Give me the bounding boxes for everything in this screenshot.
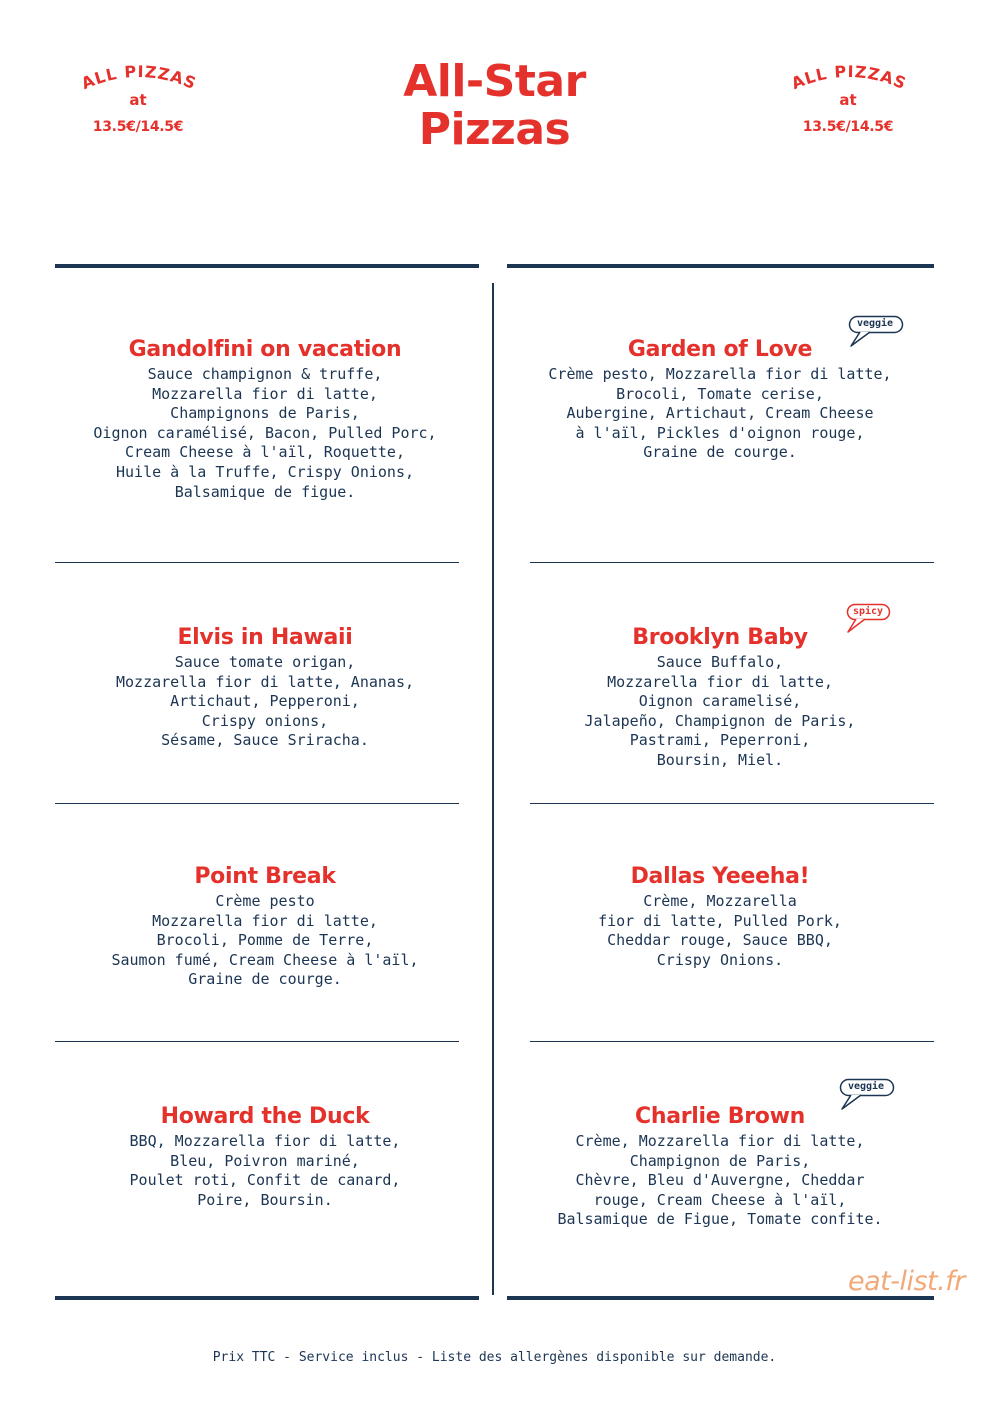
ingredient-line: Balsamique de figue. [174,482,356,501]
footer-note: Prix TTC - Service inclus - Liste des allergènes disponible sur demande. [212,1350,777,1365]
pizza-ingredients [500,653,940,771]
ingredient-line: Cheddar rouge, Sauce BBQ, [607,931,833,950]
ingredient-line: à l'aïl, Pickles d'oignon rouge, [575,423,865,442]
top-rule-left [55,264,479,268]
ingredient-line: Graine de courge. [188,970,342,989]
pizza-card-point-break [45,864,485,990]
badge-arc-label: ALL PIZZAS [788,61,910,94]
divider [55,803,459,804]
divider [530,1041,934,1042]
pizza-ingredients [500,1132,940,1230]
pizza-card-charlie-brown [500,1104,940,1230]
ingredient-line: Crème, Mozzarella [643,892,797,910]
pizza-ingredients [500,892,940,970]
ingredient-line: Sésame, Sauce Sriracha. [161,731,369,750]
ingredient-line: Brocoli, Pomme de Terre, [156,931,374,950]
ingredient-line: Champignons de Paris, [170,404,360,423]
ingredient-line: Pastrami, Peperroni, [629,731,811,750]
ingredient-line: BBQ, Mozzarella fior di latte, [129,1132,401,1150]
ingredient-line: Poulet roti, Confit de canard, [129,1171,401,1190]
pizza-name: Howard the Duck [160,1104,370,1129]
pizza-name: Brooklyn Baby [632,625,808,650]
divider [530,562,934,563]
ingredient-line: Boursin, Miel. [656,750,784,769]
pizza-card-gandolfini [45,337,485,502]
badge-arc-label: ALL PIZZAS [78,61,200,94]
price-badge-left [48,55,228,165]
tag-label: veggie [847,1081,885,1092]
pizza-name: Point Break [194,864,336,889]
pizza-name: Elvis in Hawaii [177,625,353,650]
ingredient-line: Crème, Mozzarella fior di latte, [575,1132,865,1150]
ingredient-line: Oignon caramélisé, Bacon, Pulled Porc, [93,423,437,442]
ingredient-line: Mozzarella fior di latte, [152,911,378,930]
ingredient-line: Poire, Boursin. [197,1190,333,1209]
svg-text:ALL PIZZAS [789,62,910,93]
ingredient-line: fior di latte, Pulled Pork, [598,911,842,930]
divider [55,562,459,563]
watermark-logo: eat-list.fr [848,1266,965,1297]
ingredient-line: Oignon caramelisé, [638,692,802,711]
ingredient-line: Graine de courge. [643,443,797,462]
ingredient-line: Crème pesto, Mozzarella fior di latte, [548,365,892,383]
badge-price: 13.5€/14.5€ [92,119,184,135]
ingredient-line: Champignon de Paris, [629,1151,811,1170]
ingredient-line: Crème pesto [215,892,315,910]
svg-text:ALL PIZZAS [79,62,200,93]
ingredient-line: Sauce tomate origan, [174,653,356,671]
ingredient-line: Mozzarella fior di latte, [152,384,378,403]
ingredient-line: Bleu, Poivron mariné, [170,1151,360,1170]
top-rule-right [507,264,934,268]
divider [530,803,934,804]
ingredient-line: Cream Cheese à l'aïl, Roquette, [125,443,405,462]
pizza-card-dallas-yeeeha [500,864,940,970]
pizza-card-brooklyn-baby [500,625,940,771]
bottom-rule-left [55,1296,479,1300]
tag-label: spicy [852,606,884,617]
pizza-ingredients [45,365,485,502]
ingredient-line: Mozzarella fior di latte, Ananas, [115,672,414,691]
pizza-card-howard-the-duck [45,1104,485,1210]
ingredient-line: Sauce Buffalo, [656,653,784,671]
ingredient-line: Brocoli, Tomate cerise, [616,384,824,403]
ingredient-line: Saumon fumé, Cream Cheese à l'aïl, [111,950,419,969]
column-divider [492,283,494,1295]
ingredient-line: Chèvre, Bleu d'Auvergne, Cheddar [575,1171,865,1190]
ingredient-line: Balsamique de Figue, Tomate confite. [557,1210,883,1229]
ingredient-line: Aubergine, Artichaut, Cream Cheese [566,404,874,423]
ingredient-line: Mozzarella fior di latte, [607,672,833,691]
tag-label: veggie [856,318,894,329]
badge-at: at [839,91,857,109]
ingredient-line: Sauce champignon & truffe, [147,365,383,383]
badge-at: at [129,91,147,109]
pizza-ingredients [45,1132,485,1210]
title-line-2: Pizzas [418,104,571,155]
pizza-card-elvis [45,625,485,751]
pizza-name: Charlie Brown [635,1104,805,1129]
ingredient-line: Crispy onions, [201,711,329,730]
ingredient-line: Huile à la Truffe, Crispy Onions, [115,462,414,481]
badge-price: 13.5€/14.5€ [802,119,894,135]
pizza-ingredients [45,653,485,751]
title-line-1: All-Star [403,56,586,107]
pizza-ingredients [500,365,940,463]
ingredient-line: Artichaut, Pepperoni, [170,692,360,711]
pizza-name: Gandolfini on vacation [128,337,402,362]
pizza-name: Garden of Love [627,337,813,362]
pizza-card-garden-of-love [500,337,940,463]
divider [55,1041,459,1042]
ingredient-line: rouge, Cream Cheese à l'aïl, [593,1190,847,1209]
ingredient-line: Jalapeño, Champignon de Paris, [584,711,856,730]
pizza-ingredients [45,892,485,990]
price-badge-right [758,55,938,165]
pizza-name: Dallas Yeeeha! [630,864,810,889]
ingredient-line: Crispy Onions. [656,950,784,969]
